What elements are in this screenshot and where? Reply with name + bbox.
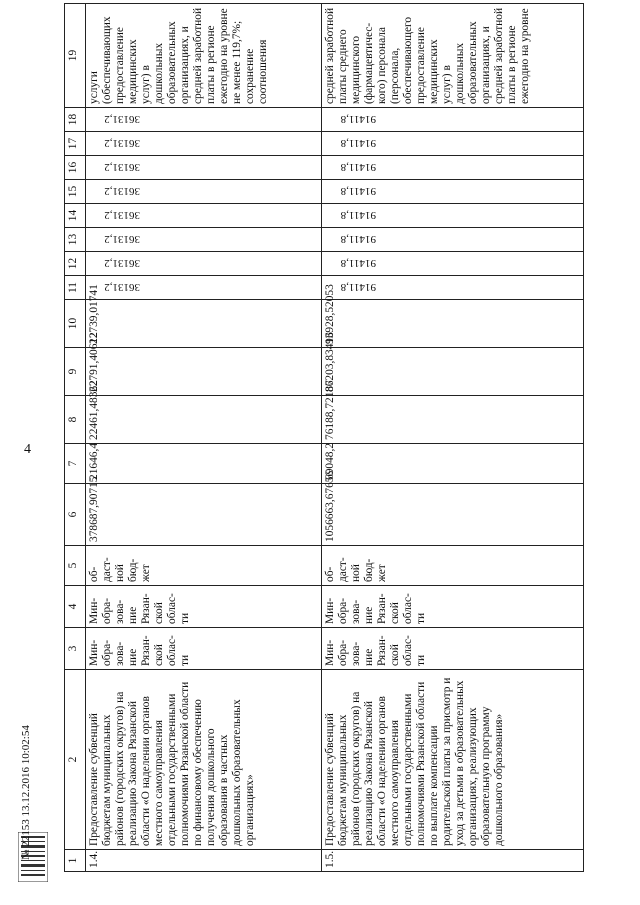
total-cell: 1056663,67656 bbox=[322, 484, 584, 546]
year-value: 91411,8 bbox=[340, 257, 376, 269]
column-header: 5 bbox=[65, 546, 86, 586]
measure-name: Предоставление субвенций бюджетам муниципальных районов (городских округов) на реализацию Закона Рязанской области «О наделении органов местного самоуправления отдельными государственными полномочиями Рязанской области по финансовому обеспечению получения дошкольного образования в частных дошкольных образовательных организациях» bbox=[86, 670, 322, 850]
year-cell bbox=[86, 180, 322, 204]
column-header: 18 bbox=[65, 108, 86, 132]
year-value: 91411,8 bbox=[340, 209, 376, 221]
year-value: 36131,2 bbox=[104, 209, 140, 221]
column-header: 10 bbox=[65, 300, 86, 348]
budget-table bbox=[64, 3, 584, 872]
header-row bbox=[65, 4, 86, 872]
year-cell bbox=[86, 132, 322, 156]
coexecutor-cell: Мин-обра-зова-ние Рязан-ской облас-ти bbox=[86, 586, 322, 628]
year-cell bbox=[86, 108, 322, 132]
table-row bbox=[86, 4, 322, 872]
year-value: 36131,2 bbox=[104, 233, 140, 245]
column-header: 4 bbox=[65, 586, 86, 628]
year-cell bbox=[86, 156, 322, 180]
funding-source-cell: об-даст-ной бюд-жет bbox=[322, 546, 584, 586]
year-cell bbox=[322, 276, 584, 300]
column-header: 9 bbox=[65, 348, 86, 396]
column-header: 19 bbox=[65, 4, 86, 108]
column-header: 16 bbox=[65, 156, 86, 180]
year-cell bbox=[322, 228, 584, 252]
executor-cell: Мин-обра-зова-ние Рязан-ской облас-ти bbox=[86, 628, 322, 670]
year-value: 36131,2 bbox=[104, 281, 140, 293]
value-cell: 76188,72187 bbox=[322, 396, 584, 444]
coexecutor-cell: Мин-обра-зова-ние Рязан-ской облас-ти bbox=[322, 586, 584, 628]
table-row bbox=[322, 4, 584, 872]
page-number: 4 bbox=[24, 442, 31, 457]
year-value: 36131,2 bbox=[104, 185, 140, 197]
year-value: 36131,2 bbox=[104, 257, 140, 269]
value-cell: 69048,2 bbox=[322, 444, 584, 484]
year-value: 91411,8 bbox=[340, 185, 376, 197]
column-header: 3 bbox=[65, 628, 86, 670]
column-header: 12 bbox=[65, 252, 86, 276]
column-header: 8 bbox=[65, 396, 86, 444]
value-cell: 21646,4 bbox=[86, 444, 322, 484]
column-header: 15 bbox=[65, 180, 86, 204]
year-cell bbox=[322, 156, 584, 180]
value-cell: 22461,48362 bbox=[86, 396, 322, 444]
year-cell bbox=[322, 132, 584, 156]
executor-cell: Мин-обра-зова-ние Рязан-ской облас-ти bbox=[322, 628, 584, 670]
column-header: 2 bbox=[65, 670, 86, 850]
value-cell: 86203,83416 bbox=[322, 348, 584, 396]
column-header: 17 bbox=[65, 132, 86, 156]
year-cell bbox=[322, 180, 584, 204]
year-cell bbox=[86, 276, 322, 300]
column-header: 11 bbox=[65, 276, 86, 300]
year-value: 91411,8 bbox=[340, 233, 376, 245]
funding-source-cell: об-даст-ной бюд-жет bbox=[86, 546, 322, 586]
description-cell: средней заработной платы среднего медицинского (фармацевтичес-кого) персонала (персонала, обеспечивающего предоставление медицинских услуг) в дошкольных образовательных организациях, и средней заработной платы в регионе ежегодно на уровне bbox=[322, 4, 584, 108]
year-cell bbox=[86, 228, 322, 252]
year-cell bbox=[322, 204, 584, 228]
value-cell: 22739,01741 bbox=[86, 300, 322, 348]
year-value: 36131,2 bbox=[104, 113, 140, 125]
year-cell bbox=[86, 204, 322, 228]
measure-name: Предоставление субвенций бюджетам муниципальных районов (городских округов) на реализацию Закона Рязанской области «О наделении органов местного самоуправления отдельными государственными полномочиями Рязанской области по выплате компенсации родительской платы за присмотр и уход за детьми в образовательных организациях, реализующих образовательную программу дошкольного образования» bbox=[322, 670, 584, 850]
column-header: 13 bbox=[65, 228, 86, 252]
year-cell bbox=[322, 108, 584, 132]
year-value: 91411,8 bbox=[340, 137, 376, 149]
column-header: 7 bbox=[65, 444, 86, 484]
year-value: 91411,8 bbox=[340, 161, 376, 173]
description-cell: услуги (обеспечивающих предоставление медицинских услуг) в дошкольных образовательных организациях, и средней заработной платы в регионе ежегодно на уровне не менее 119,7%; сохранение соотношения bbox=[86, 4, 322, 108]
row-number: 1.5. bbox=[322, 850, 584, 872]
column-header: 14 bbox=[65, 204, 86, 228]
year-cell bbox=[86, 252, 322, 276]
value-cell: 93928,52053 bbox=[322, 300, 584, 348]
year-cell bbox=[322, 252, 584, 276]
rotated-table-container bbox=[64, 7, 604, 872]
row-number: 1.4. bbox=[86, 850, 322, 872]
column-header: 1 bbox=[65, 850, 86, 872]
column-header: 6 bbox=[65, 484, 86, 546]
year-value: 91411,8 bbox=[340, 113, 376, 125]
value-cell: 22791,40612 bbox=[86, 348, 322, 396]
year-value: 36131,2 bbox=[104, 137, 140, 149]
document-stamp: № 22153 13.12.2016 10:02:54 bbox=[20, 725, 32, 860]
total-cell: 378687,90715 bbox=[86, 484, 322, 546]
year-value: 91411,8 bbox=[340, 281, 376, 293]
year-value: 36131,2 bbox=[104, 161, 140, 173]
